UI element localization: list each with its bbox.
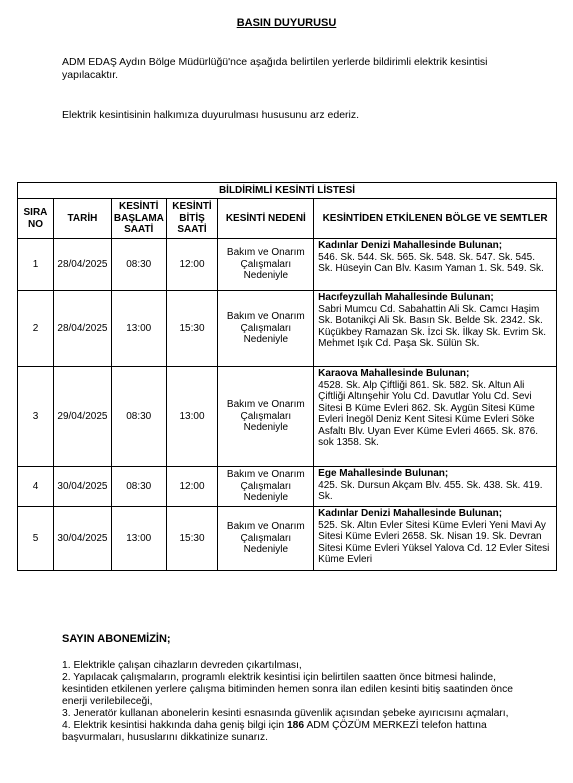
row-start: 08:30 bbox=[111, 467, 166, 507]
row-start: 08:30 bbox=[111, 239, 166, 291]
table-caption: BİLDİRİMLİ KESİNTİ LİSTESİ bbox=[18, 183, 557, 199]
header-end: KESİNTİ BİTİŞ SAATİ bbox=[166, 199, 218, 239]
header-area: KESİNTİDEN ETKİLENEN BÖLGE VE SEMTLER bbox=[314, 199, 557, 239]
row-end: 13:00 bbox=[166, 367, 218, 467]
area-title: Kadınlar Denizi Mahallesinde Bulunan; bbox=[318, 508, 503, 519]
row-date: 29/04/2025 bbox=[53, 367, 111, 467]
row-area bbox=[314, 291, 557, 367]
note-text: ADM ÇÖZÜM MERKEZİ telefon hattına başvurmaları, hususlarını dikkatinize sunarız. bbox=[62, 720, 487, 743]
row-date: 28/04/2025 bbox=[53, 291, 111, 367]
row-end: 12:00 bbox=[166, 467, 218, 507]
note-text: 4. Elektrik kesintisi hakkında daha geniş bilgi için bbox=[62, 720, 285, 731]
row-area bbox=[314, 367, 557, 467]
area-text: 4528. Sk. Alp Çiftliği 861. Sk. 582. Sk. Altun Ali Çiftliği Altınşehir Yolu Cd. Davutlar Yolu Cd. Sevi Sitesi B Küme Evleri 862. Sk. Aygün Sitesi Küme Evleri İnegöl Deniz Kent Sitesi Küme Evleri Söke Asfaltı Blv. Uyan Ever Küme Evleri 4665. Sk. 876. sok 1358. Sk. bbox=[318, 379, 539, 448]
row-end: 15:30 bbox=[166, 507, 218, 571]
row-start: 13:00 bbox=[111, 291, 166, 367]
table-header-row bbox=[18, 199, 557, 239]
area-text: 525. Sk. Altın Evler Sitesi Küme Evleri Yeni Mavi Ay Sitesi Küme Evleri 2658. Sk. Nisan 19. Sk. Devran Sitesi Küme Evleri Yüksel Yalova Cd. 12 Evler Sitesi Küme Evleri bbox=[318, 519, 550, 565]
row-date: 28/04/2025 bbox=[53, 239, 111, 291]
list-item: 3. Jeneratör kullanan abonelerin kesinti esnasında güvenlik açısından şebeke ayırıcısını açmaları, bbox=[62, 708, 509, 719]
area-text: Sabri Mumcu Cd. Sabahattin Ali Sk. Camcı Haşim Sk. Botanikçi Ali Sk. Basın Sk. Belde Sk. 2342. Sk. Küçükbey Ramazan Sk. İzci Sk. İlkay Sk. Evrim Sk. Mehmet Işık Cd. Paşa Sk. Sülün Sk. bbox=[318, 303, 547, 349]
row-no: 1 bbox=[18, 239, 54, 291]
row-area bbox=[314, 507, 557, 571]
row-area bbox=[314, 467, 557, 507]
document-title: BASIN DUYURUSU bbox=[236, 17, 337, 29]
area-title: Ege Mahallesinde Bulunan; bbox=[318, 468, 449, 479]
row-end: 12:00 bbox=[166, 239, 218, 291]
row-date: 30/04/2025 bbox=[53, 507, 111, 571]
header-date: TARİH bbox=[53, 199, 111, 239]
hotline-number: 186 bbox=[286, 720, 305, 731]
row-area bbox=[314, 239, 557, 291]
intro-paragraph: ADM EDAŞ Aydın Bölge Müdürlüğü'nce aşağıda belirtilen yerlerde bildirimli elektrik kesintisi yapılacaktır. bbox=[62, 56, 488, 81]
row-reason: Bakım ve Onarım Çalışmaları Nedeniyle bbox=[218, 291, 314, 367]
area-title: Kadınlar Denizi Mahallesinde Bulunan; bbox=[318, 240, 503, 251]
row-reason: Bakım ve Onarım Çalışmaları Nedeniyle bbox=[218, 239, 314, 291]
table-row bbox=[18, 507, 557, 571]
row-start: 08:30 bbox=[111, 367, 166, 467]
row-reason: Bakım ve Onarım Çalışmaları Nedeniyle bbox=[218, 467, 314, 507]
row-no: 2 bbox=[18, 291, 54, 367]
row-reason: Bakım ve Onarım Çalışmaları Nedeniyle bbox=[218, 507, 314, 571]
list-item bbox=[62, 720, 532, 744]
area-title: Karaova Mahallesinde Bulunan; bbox=[318, 368, 470, 379]
header-start: KESİNTİ BAŞLAMA SAATİ bbox=[111, 199, 166, 239]
intro-closing-paragraph: Elektrik kesintisinin halkımıza duyurulması hususunu arz ederiz. bbox=[62, 109, 360, 121]
notes-list bbox=[62, 660, 532, 744]
row-no: 5 bbox=[18, 507, 54, 571]
row-start: 13:00 bbox=[111, 507, 166, 571]
header-no: SIRA NO bbox=[18, 199, 54, 239]
list-item: 1. Elektrikle çalışan cihazların devreden çıkartılması, bbox=[62, 660, 302, 671]
header-reason: KESİNTİ NEDENİ bbox=[218, 199, 314, 239]
area-text: 546. Sk. 544. Sk. 565. Sk. 548. Sk. 547. Sk. 545. Sk. Hüseyin Can Blv. Kasım Yaman 1. Sk. 549. Sk. bbox=[318, 251, 544, 274]
outage-table bbox=[17, 182, 557, 571]
row-end: 15:30 bbox=[166, 291, 218, 367]
notes-heading: SAYIN ABONEMİZİN; bbox=[62, 633, 171, 645]
table-row bbox=[18, 467, 557, 507]
table-row bbox=[18, 291, 557, 367]
table-row bbox=[18, 367, 557, 467]
area-title: Hacıfeyzullah Mahallesinde Bulunan; bbox=[318, 292, 494, 303]
table-row bbox=[18, 239, 557, 291]
area-text: 425. Sk. Dursun Akçam Blv. 455. Sk. 438. Sk. 419. Sk. bbox=[318, 479, 543, 502]
row-no: 3 bbox=[18, 367, 54, 467]
row-no: 4 bbox=[18, 467, 54, 507]
list-item: 2. Yapılacak çalışmaların, programlı elektrik kesintisi için belirtilen saatten önce bitmesi halinde, kesintiden etkilenen yerlere çalışma bitiminden hemen sonra ilan edilen kesinti bitiş saatinden önce enerji verilebileceği, bbox=[62, 672, 514, 707]
row-date: 30/04/2025 bbox=[53, 467, 111, 507]
row-reason: Bakım ve Onarım Çalışmaları Nedeniyle bbox=[218, 367, 314, 467]
